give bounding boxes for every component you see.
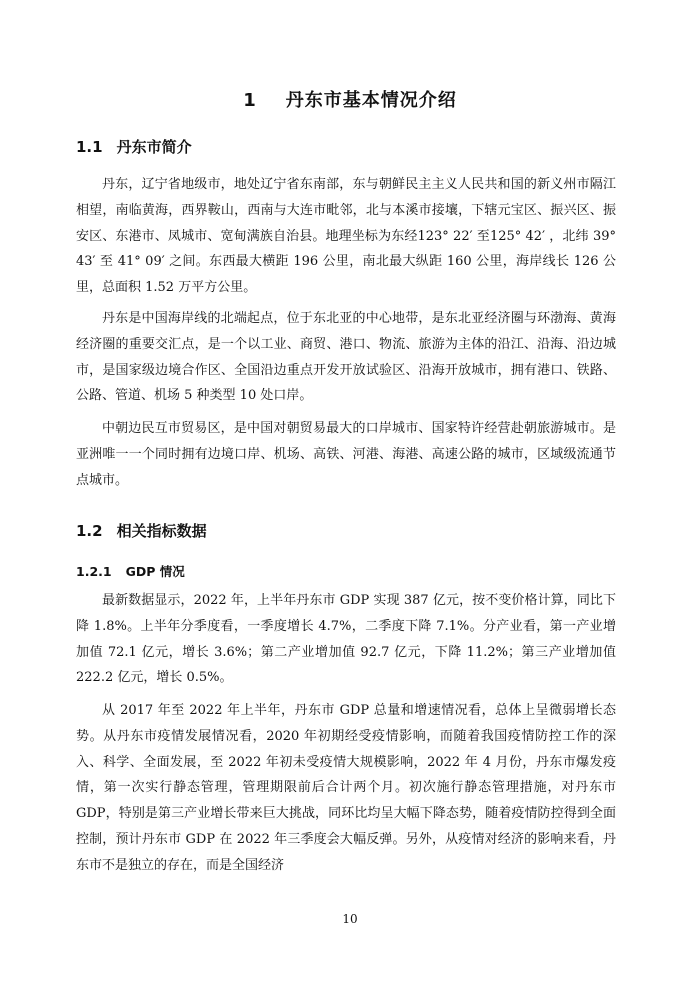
subsection-number: 1.2.1 [76, 564, 112, 579]
subsection-heading-1-2-1 [76, 562, 185, 580]
chapter-number: 1 [243, 90, 257, 111]
section-heading-1-2 [76, 520, 207, 541]
chapter-heading [0, 86, 700, 112]
subsection-title: GDP 情况 [125, 564, 185, 579]
section-number: 1.1 [76, 138, 103, 156]
section-heading-1-1 [76, 136, 192, 157]
page-number: 10 [342, 912, 358, 926]
section-title: 相关指标数据 [116, 522, 207, 540]
chapter-title: 丹东市基本情况介绍 [285, 90, 457, 111]
paragraph: 丹东，辽宁省地级市，地处辽宁省东南部，东与朝鲜民主主义人民共和国的新义州市隔江相望，南临黄海，西界鞍山，西南与大连市毗邻，北与本溪市接壤，下辖元宝区、振兴区、振安区、东港市、凤城市、宽甸满族自治县。地理坐标为东经123° 22′ 至125° 42′ ，北纬 39° 43′ 至 41° 09′ 之间。东西最大横距 196 公里，南北最大纵距 160 公里，海岸线长 126 公里，总面积 1.52 万平方公里。 [76, 177, 616, 296]
paragraph: 从 2017 年至 2022 年上半年，丹东市 GDP 总量和增速情况看，总体上呈微弱增长态势。从丹东市疫情发展情况看，2020 年初期经受疫情影响，而随着我国疫情防控工作的深入、科学、全面发展，至 2022 年初未受疫情大规模影响，2022 年 4 月份，丹东市爆发疫情，第一次实行静态管理，管理期限前后合计两个月。初次施行静态管理措施，对丹东市 GDP，特别是第三产业增长带来巨大挑战，同环比均呈大幅下降态势，随着疫情防控得到全面控制，预计丹东市 GDP 在 2022 年三季度会大幅反弹。另外，从疫情对经济的影响来看，丹东市不是独立的存在，而是全国经济 [76, 703, 616, 873]
paragraph: 丹东是中国海岸线的北端起点，位于东北亚的中心地带，是东北亚经济圈与环渤海、黄海经济圈的重要交汇点，是一个以工业、商贸、港口、物流、旅游为主体的沿江、沿海、沿边城市，是国家级边境合作区、全国沿边重点开发开放试验区、沿海开放城市，拥有港口、铁路、公路、管道、机场 5 种类型 10 处口岸。 [76, 311, 616, 404]
paragraph: 最新数据显示，2022 年，上半年丹东市 GDP 实现 387 亿元，按不变价格计算，同比下降 1.8%。上半年分季度看，一季度增长 4.7%，二季度下降 7.1%。分产业看，第一产业增加值 72.1 亿元，增长 3.6%；第二产业增加值 92.7 亿元，下降 11.2%；第三产业增加值 222.2 亿元，增长 0.5%。 [76, 593, 616, 686]
paragraph: 中朝边民互市贸易区，是中国对朝贸易最大的口岸城市、国家特许经营赴朝旅游城市。是亚洲唯一一个同时拥有边境口岸、机场、高铁、河港、海港、高速公路的城市，区域级流通节点城市。 [76, 421, 616, 488]
section-number: 1.2 [76, 522, 103, 540]
section-title: 丹东市简介 [116, 138, 192, 156]
